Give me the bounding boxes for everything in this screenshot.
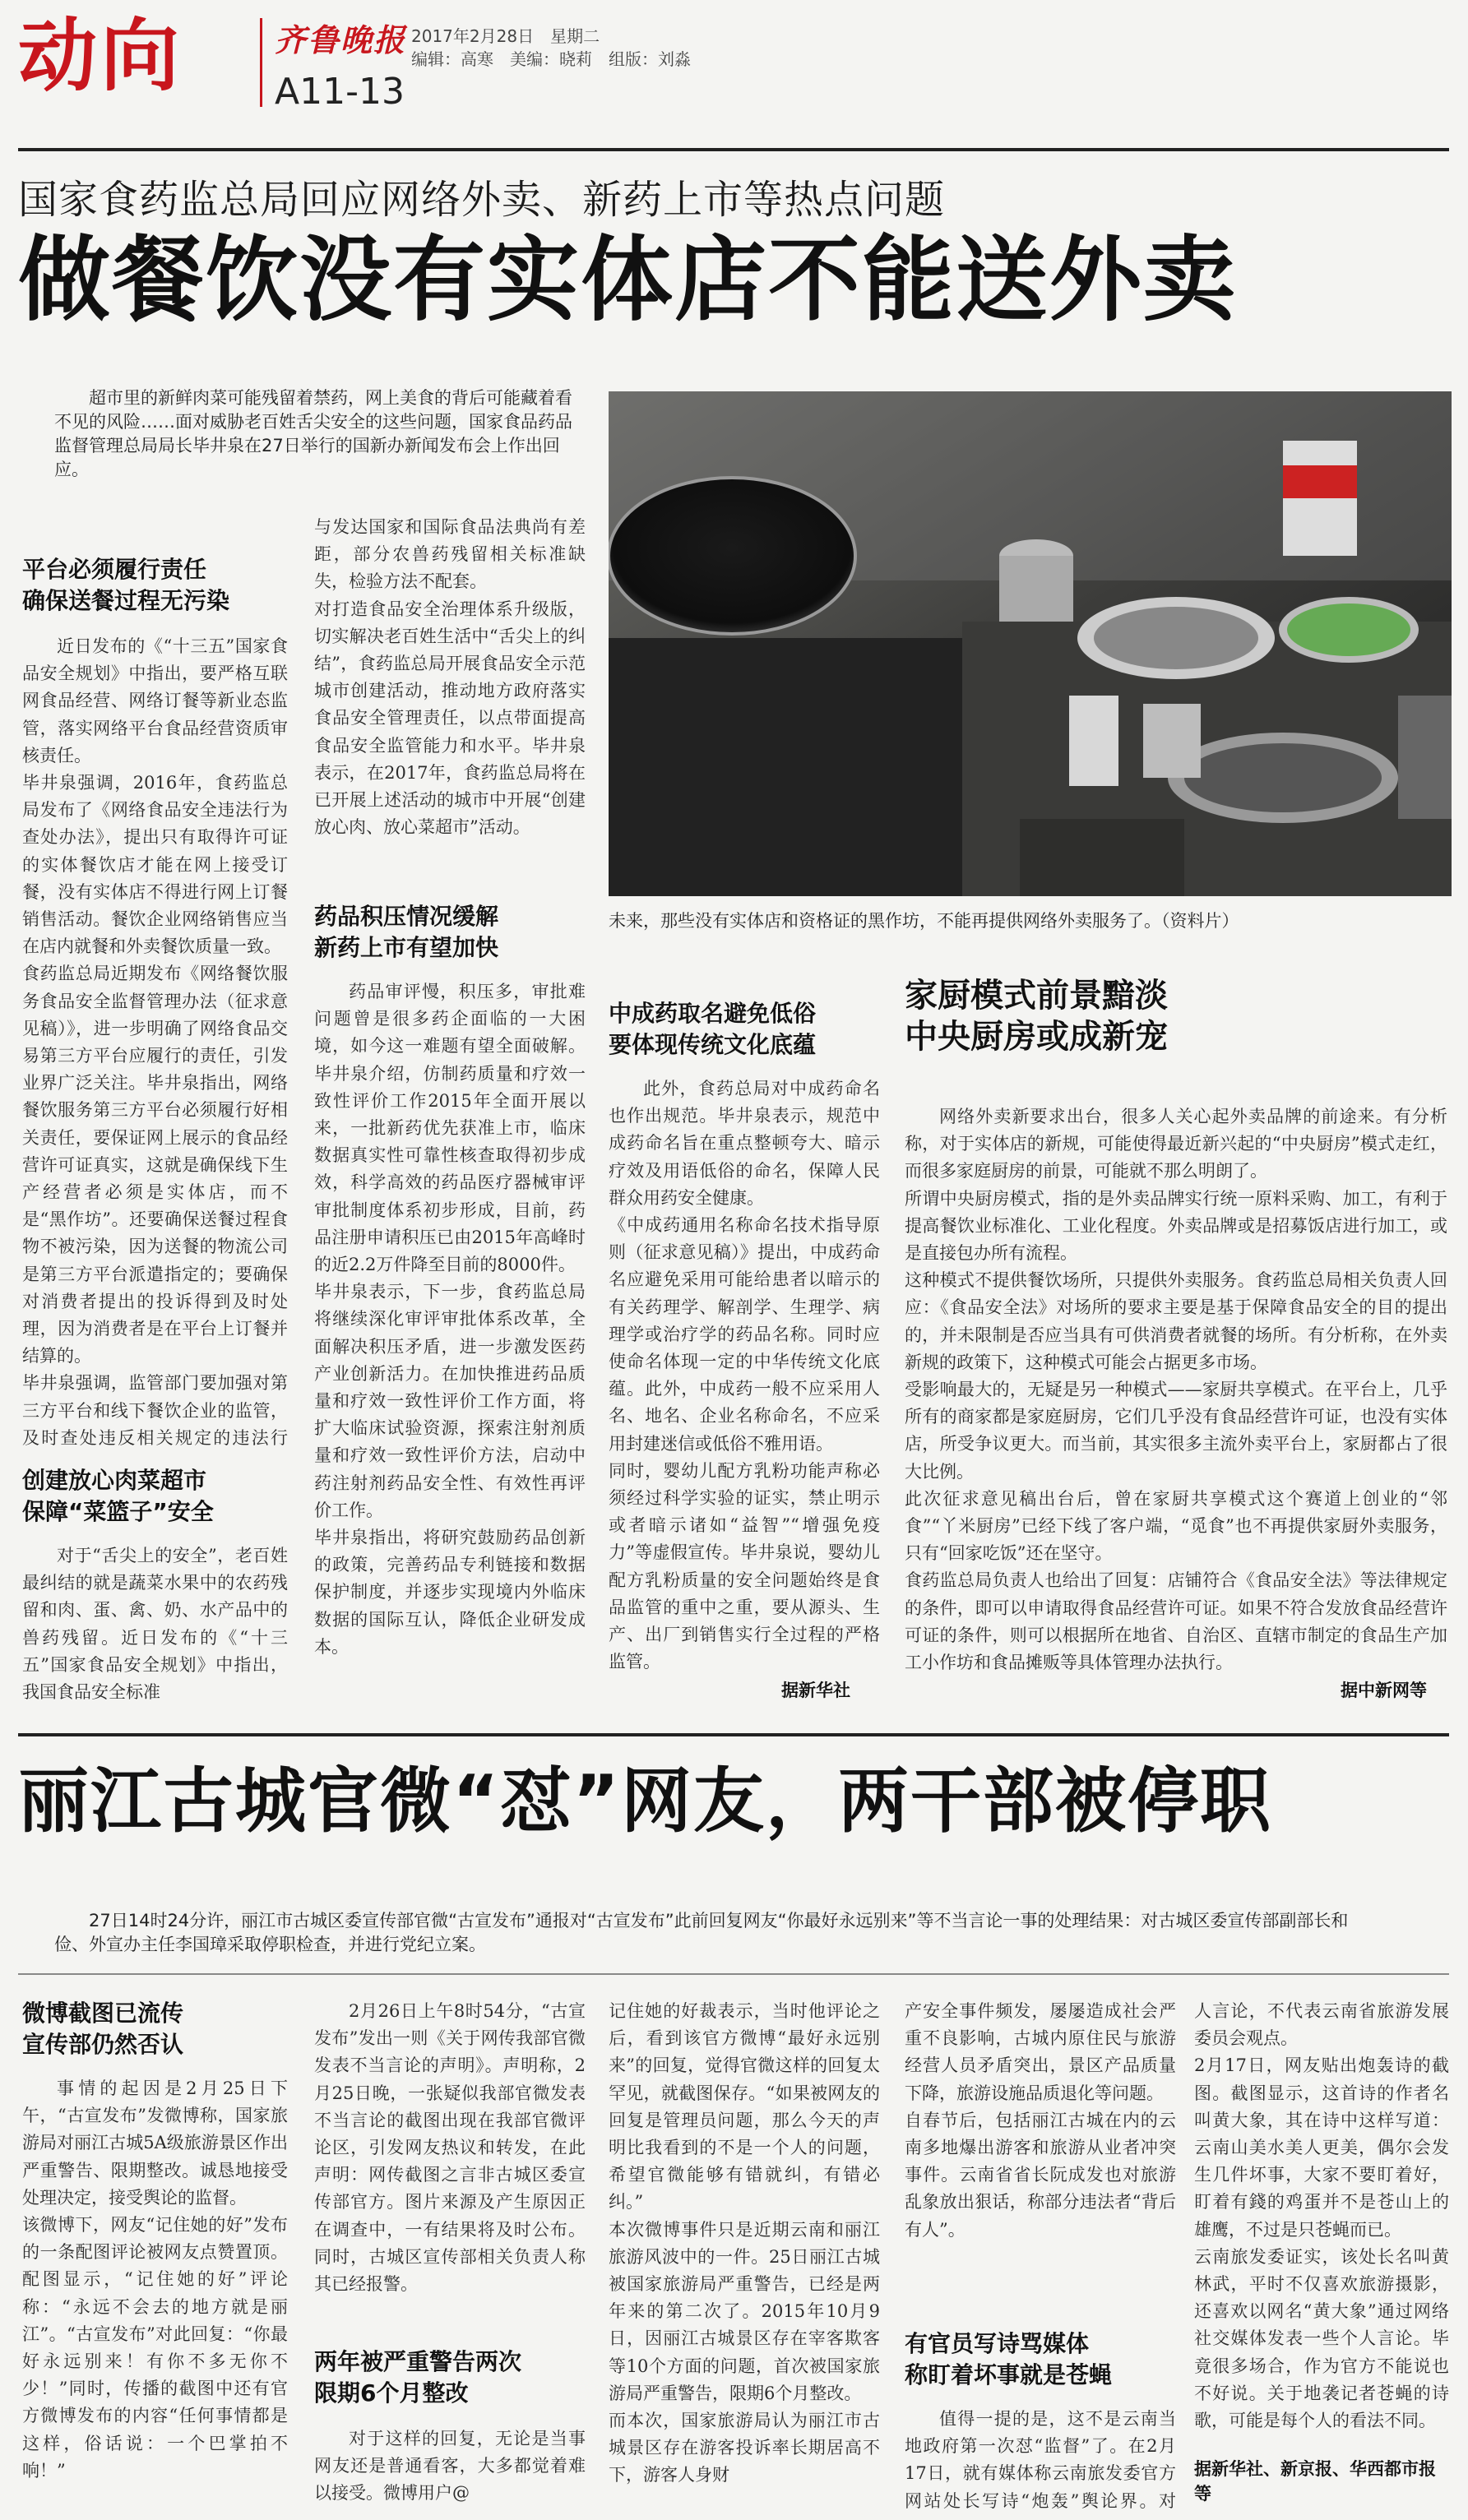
story1-col3-source: 据新华社 [781, 1681, 850, 1700]
story2-col1-text: 事情的起因是2月25日下午，“古宣发布”发微博称，国家旅游局对丽江古城5A级旅游景区作出严重警告、限期整改。诚恳地接受处理决定，接受舆论的监督。 该微博下，网友“记住她的好”发布的一条配图评论被网友点赞置顶。配图显示，“记住她的好”评论称：“永远不会去的地方就是丽江”。“古宣发布”对此回复：“你最好永远别来！有你不多无你不少！”同时，传播的截图中还有官方微博发布的内容“任何事情都是这样，俗话说：一个巴掌拍不响！” [22, 2078, 288, 2481]
story1-col3-text: 此外，食药总局对中成药命名也作出规范。毕井泉表示，规范中成药命名旨在重点整顿夸大、暗示疗效及用语低俗的命名，保障人民群众用药安全健康。 《中成药通用名称命名技术指导原则（征求意见稿）》提出，中成药命名应避免采用可能给患者以暗示的有关药理学、解剖学、生理学、病理学或治疗学的药品名称。同时应使命名体现一定的中华传统文化底蕴。此外，中成药一般不应采用人名、地名、企业名称命名，不应采用封建迷信或低俗不雅用语。 同时，婴幼儿配方乳粉功能声称必须经过科学实验的证实，禁止明示或者暗示诸如“益智”“增强免疫力”等虚假宣传。毕井泉说，婴幼儿配方乳粉质量的安全问题始终是食品监管的重中之重，要从源头、生产、出厂到销售实行全过程的严格监管。 [609, 1079, 880, 1672]
story2-col4b-text: 值得一提的是，这不是云南当地政府第一次怼“监督”了。在2月17日，就有媒体称云南旅发委官方网站处长写诗“炮轰”舆论界。对 [905, 2409, 1176, 2511]
story2-col2-text: 2月26日上午8时54分，“古宣发布”发出一则《关于网传我部官微发表不当言论的声明》。声明称，2月25日晚，一张疑似我部官微发表不当言论的截图出现在我部官微评论区，引发网友热议和转发，在此声明：网传截图之言非古城区委宣传部官方。图片来源及产生原因正在调查中，一有结果将及时公布。同时，古城区宣传部相关负责人称其已经报警。 [314, 2001, 586, 2295]
story1-col1-text: 近日发布的《“十三五”国家食品安全规划》中指出，要严格互联网食品经营、网络订餐等新业态监管，落实网络平台食品经营资质审核责任。 毕井泉强调，2016年，食药监总局发布了《网络食品安全违法行为查处办法》，提出只有取得许可证的实体餐饮店才能在网上接受订餐，没有实体店不得进行网上订餐销售活动。餐饮企业网络销售应当在店内就餐和外卖餐饮质量一致。 食药监总局近期发布《网络餐饮服务食品安全监督管理办法（征求意见稿）》，进一步明确了网络食品交易第三方平台应履行的责任，引发业界广泛关注。毕井泉指出，网络餐饮服务第三方平台必须履行好相关责任，要保证网上展示的食品经营许可证真实，这就是确保线下生产经营者必须是实体店，而不是“黑作坊”。还要确保送餐过程食物不被污染，因为送餐的物流公司是第三方平台派遣指定的；要确保对消费者提出的投诉得到及时处理，因为消费者是在平台上订餐并结算的。 毕井泉强调，监管部门要加强对第三方平台和线下餐饮企业的监管，及时查处违反相关规定的违法行 [22, 636, 288, 1448]
story2-headline: 丽江古城官微“怼”网友，两干部被停职 [18, 1760, 1273, 1843]
story1-subhead-tcm: 中成药取名避免低俗 要体现传统文化底蕴 [609, 1000, 817, 1058]
story2-subhead-poem: 有官员写诗骂媒体 称盯着坏事就是苍蝇 [905, 2330, 1113, 2388]
photo-caption: 未来，那些没有实体店和资格证的黑作坊，不能再提供网络外卖服务了。（资料片） [609, 911, 1239, 931]
story1-col4-source: 据中新网等 [1341, 1681, 1427, 1700]
top-rule [18, 148, 1449, 151]
story2-col3-text: 记住她的好裁表示，当时他评论之后，看到该官方微博“最好永远别来”的回复，觉得官微这样的回复太罕见，就截图保存。“如果被网友的回复是管理员问题，那么今天的声明比我看到的不是一个人的问题，希望官微能够有错就纠，有错必纠。” 本次微博事件只是近期云南和丽江旅游风波中的一件。25日丽江古城被国家旅游局严重警告，已经是两年来的第二次了。2015年10月9日，因丽江古城景区存在宰客欺客等10个方面的问题，首次被国家旅游局严重警告，限期6个月整改。 而本次，国家旅游局认为丽江市古城景区存在游客投诉率长期居高不下，游客人身财 [609, 2001, 880, 2485]
story2-lede-rule [18, 1973, 1449, 1975]
story1-kicker: 国家食药监总局回应网络外卖、新药上市等热点问题 [18, 177, 946, 223]
story1-subhead-kitchen: 家厨模式前景黯淡 中央厨房或成新宠 [905, 977, 1168, 1056]
story2-col5-source: 据新华社、新京报、华西都市报等 [1194, 2459, 1436, 2504]
editors-line: 编辑：高寒 美编：晓莉 组版：刘淼 [411, 49, 691, 69]
story2-subhead-screenshot: 微博截图已流传 宣传部仍然否认 [22, 2000, 184, 2058]
story2-subhead-warnings: 两年被严重警告两次 限期6个月整改 [314, 2348, 522, 2407]
story2-col5-text: 人言论，不代表云南省旅游发展委员会观点。 2月17日，网友贴出炮轰诗的截图。截图显示，这首诗的作者名叫黄大象，其在诗中这样写道：云南山美水美人更美，偶尔会发生几件坏事，大家不要盯着好，盯着有錢的鸡蛋并不是苍山上的雄鹰，不过是只苍蝇而已。 云南旅发委证实，该处长名叫黄林武，平时不仅喜欢旅游摄影，还喜欢以网名“黄大象”通过网络社交媒体发表一些个人言论。毕竟很多场合，作为官方不能说也不好说。关于地袭记者苍蝇的诗歌，可能是每个人的看法不同。 [1194, 2001, 1449, 2431]
story2-col2b-text: 对于这样的回复，无论是当事网友还是普通看客，大多都觉着难以接受。微博用户@ [314, 2429, 586, 2504]
story1-photo [609, 391, 1452, 896]
paper-logo: 齐鲁晚报 [275, 21, 407, 58]
story1-subhead-platform: 平台必须履行责任 确保送餐过程无污染 [22, 556, 230, 614]
section-title: 动向 [18, 10, 183, 102]
kitchen-photo-illustration [609, 391, 1452, 896]
story2-col4-text: 产安全事件频发，屡屡造成社会严重不良影响，古城内原住民与旅游经营人员矛盾突出，景区产品质量下降，旅游设施品质退化等问题。 自春节后，包括丽江古城在内的云南多地爆出游客和旅游从业者冲突事件。云南省省长阮成发也对旅游乱象放出狠话，称部分违法者“背后有人”。 [905, 2001, 1176, 2240]
page-number: A11-13 [275, 71, 405, 113]
masthead-divider [260, 18, 262, 107]
date-line: 2017年2月28日 星期二 [411, 26, 600, 46]
story1-col1b-text: 对于“舌尖上的安全”，老百姓最纠结的就是蔬菜水果中的农药残留和肉、蛋、禽、奶、水产品中的兽药残留。近日发布的《“十三五”国家食品安全规划》中指出，我国食品安全标准 [22, 1546, 288, 1703]
story1-subhead-supermarket: 创建放心肉菜超市 保障“菜篮子”安全 [22, 1467, 214, 1525]
story1-col4-text: 网络外卖新要求出台，很多人关心起外卖品牌的前途来。有分析称，对于实体店的新规，可能使得最近新兴起的“中央厨房”模式走红，而很多家庭厨房的前景，可能就不那么明朗了。 所谓中央厨房模式，指的是外卖品牌实行统一原料采购、加工，有利于提高餐饮业标准化、工业化程度。外卖品牌或是招募饭店进行加工，或是直接包办所有流程。 这种模式不提供餐饮场所，只提供外卖服务。食药监总局相关负责人回应：《食品安全法》对场所的要求主要是基于保障食品安全的目的提出的，并未限制是否应当具有可供消费者就餐的场所。有分析称，在外卖新规的政策下，这种模式可能会占据更多市场。 受影响最大的，无疑是另一种模式——家厨共享模式。在平台上，几乎所有的商家都是家庭厨房，它们几乎没有食品经营许可证，也没有实体店，所受争议更大。而当前，其实很多主流外卖平台上，家厨都占了很大比例。 此次征求意见稿出台后，曾在家厨共享模式这个赛道上创业的“邻食”“丫米厨房”已经下线了客户端，“觅食”也不再提供家厨外卖服务，只有“回家吃饭”还在坚守。 食药监总局负责人也给出了回复：店铺符合《食品安全法》等法律规定的条件，即可以申请取得食品经营许可证。如果不符合发放食品经营许可证的条件，则可以根据所在地省、自治区、直辖市制定的食品生产加工小作坊和食品摊贩等具体管理办法执行。 [905, 1107, 1447, 1673]
story2-lede: 27日14时24分许，丽江市古城区委宣传部官微“古宣发布”通报对“古宣发布”此前回复网友“你最好永远别来”等不当言论一事的处理结果：对古城区委宣传部副部长和俭、外宣办主任李国璋采取停职检查，并进行党纪立案。 [54, 1911, 1349, 1954]
story1-col2-text: 与发达国家和国际食品法典尚有差距，部分农兽药残留相关标准缺失，检验方法不配套。 对打造食品安全治理体系升级版，切实解决老百姓生活中“舌尖上的纠结”，食药监总局开展食品安全示范城市创建活动，推动地方政府落实食品安全管理责任，以点带面提高食品安全监管能力和水平。毕井泉表示，在2017年，食药监总局将在已开展上述活动的城市中开展“创建放心肉、放心菜超市”活动。 [314, 517, 586, 838]
mid-rule [18, 1733, 1449, 1736]
story1-col2b-text: 药品审评慢，积压多，审批难问题曾是很多药企面临的一大困境，如今这一难题有望全面破解。毕井泉介绍，仿制药质量和疗效一致性评价工作2015年全面开展以来，一批新药优先获准上市，临床数据真实性可靠性核查取得初步成效，科学高效的药品医疗器械审评审批制度体系初步形成，目前，药品注册申请积压已由2015年高峰时的近2.2万件降至目前的8000件。 毕井泉表示，下一步，食药监总局将继续深化审评审批体系改革，全面解决积压矛盾，进一步激发医药产业创新活力。在加快推进药品质量和疗效一致性评价工作方面，将扩大临床试验资源，探索注射剂质量和疗效一致性评价方法，启动中药注射剂药品安全性、有效性再评价工作。 毕井泉指出，将研究鼓励药品创新的政策，完善药品专利链接和数据保护制度，并逐步实现境内外临床数据的国际互认，降低企业研发成本。 [314, 982, 586, 1657]
story1-headline: 做餐饮没有实体店不能送外卖 [18, 227, 1237, 334]
story1-lede: 超市里的新鲜肉菜可能残留着禁药，网上美食的背后可能藏着看不见的风险……面对威胁老百姓舌尖安全的这些问题，国家食品药品监督管理总局局长毕井泉在27日举行的国新办新闻发布会上作出回应。 [54, 388, 572, 479]
story1-subhead-drugs: 药品积压情况缓解 新药上市有望加快 [314, 903, 499, 961]
